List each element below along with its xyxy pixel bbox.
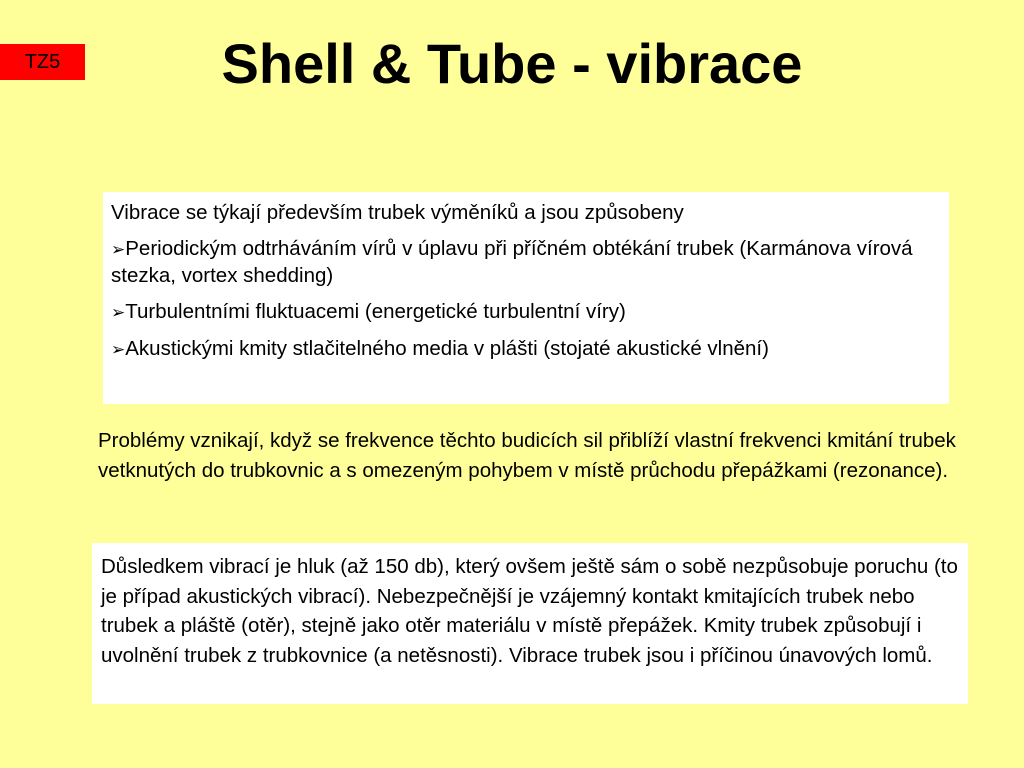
cause-text: Akustickými kmity stlačitelného media v plášti (stojaté akustické vlnění): [125, 337, 769, 360]
consequences-box: Důsledkem vibrací je hluk (až 150 db), který ovšem ještě sám o sobě nezpůsobuje poruchu (to je případ akustických vibrací). Nebezpečnější je vzájemný kontakt kmitajících trubek nebo trubek a pláště (otěr), stejně jako otěr materiálu v místě přepážek. Kmity trubek způsobují i uvolnění trubek z trubkovnice (a netěsnosti). Vibrace trubek jsou i příčinou únavových lomů.: [92, 543, 968, 704]
arrow-bullet-icon: ➢: [111, 240, 126, 259]
causes-intro: Vibrace se týkají především trubek výměníků a jsou způsobeny: [111, 201, 684, 224]
cause-item-turbulence: [111, 299, 939, 326]
arrow-bullet-icon: ➢: [111, 303, 126, 322]
slide-title: Shell & Tube - vibrace: [221, 32, 803, 95]
slide-tag: TZ5: [0, 44, 85, 80]
cause-item-vortex-shedding: [111, 236, 939, 289]
vibration-causes-box: [103, 192, 949, 404]
cause-text: Turbulentními fluktuacemi (energetické turbulentní víry): [125, 300, 626, 323]
cause-item-acoustic: [111, 336, 939, 363]
arrow-bullet-icon: ➢: [111, 340, 126, 359]
resonance-paragraph: Problémy vznikají, když se frekvence těchto budicích sil přiblíží vlastní frekvenci kmitání trubek vetknutých do trubkovnic a s omezeným pohybem v místě průchodu přepážkami (rezonance).: [98, 429, 956, 482]
cause-text: Periodickým odtrháváním vírů v úplavu při příčném obtékání trubek (Karmánova vírová stezka, vortex shedding): [111, 237, 913, 287]
